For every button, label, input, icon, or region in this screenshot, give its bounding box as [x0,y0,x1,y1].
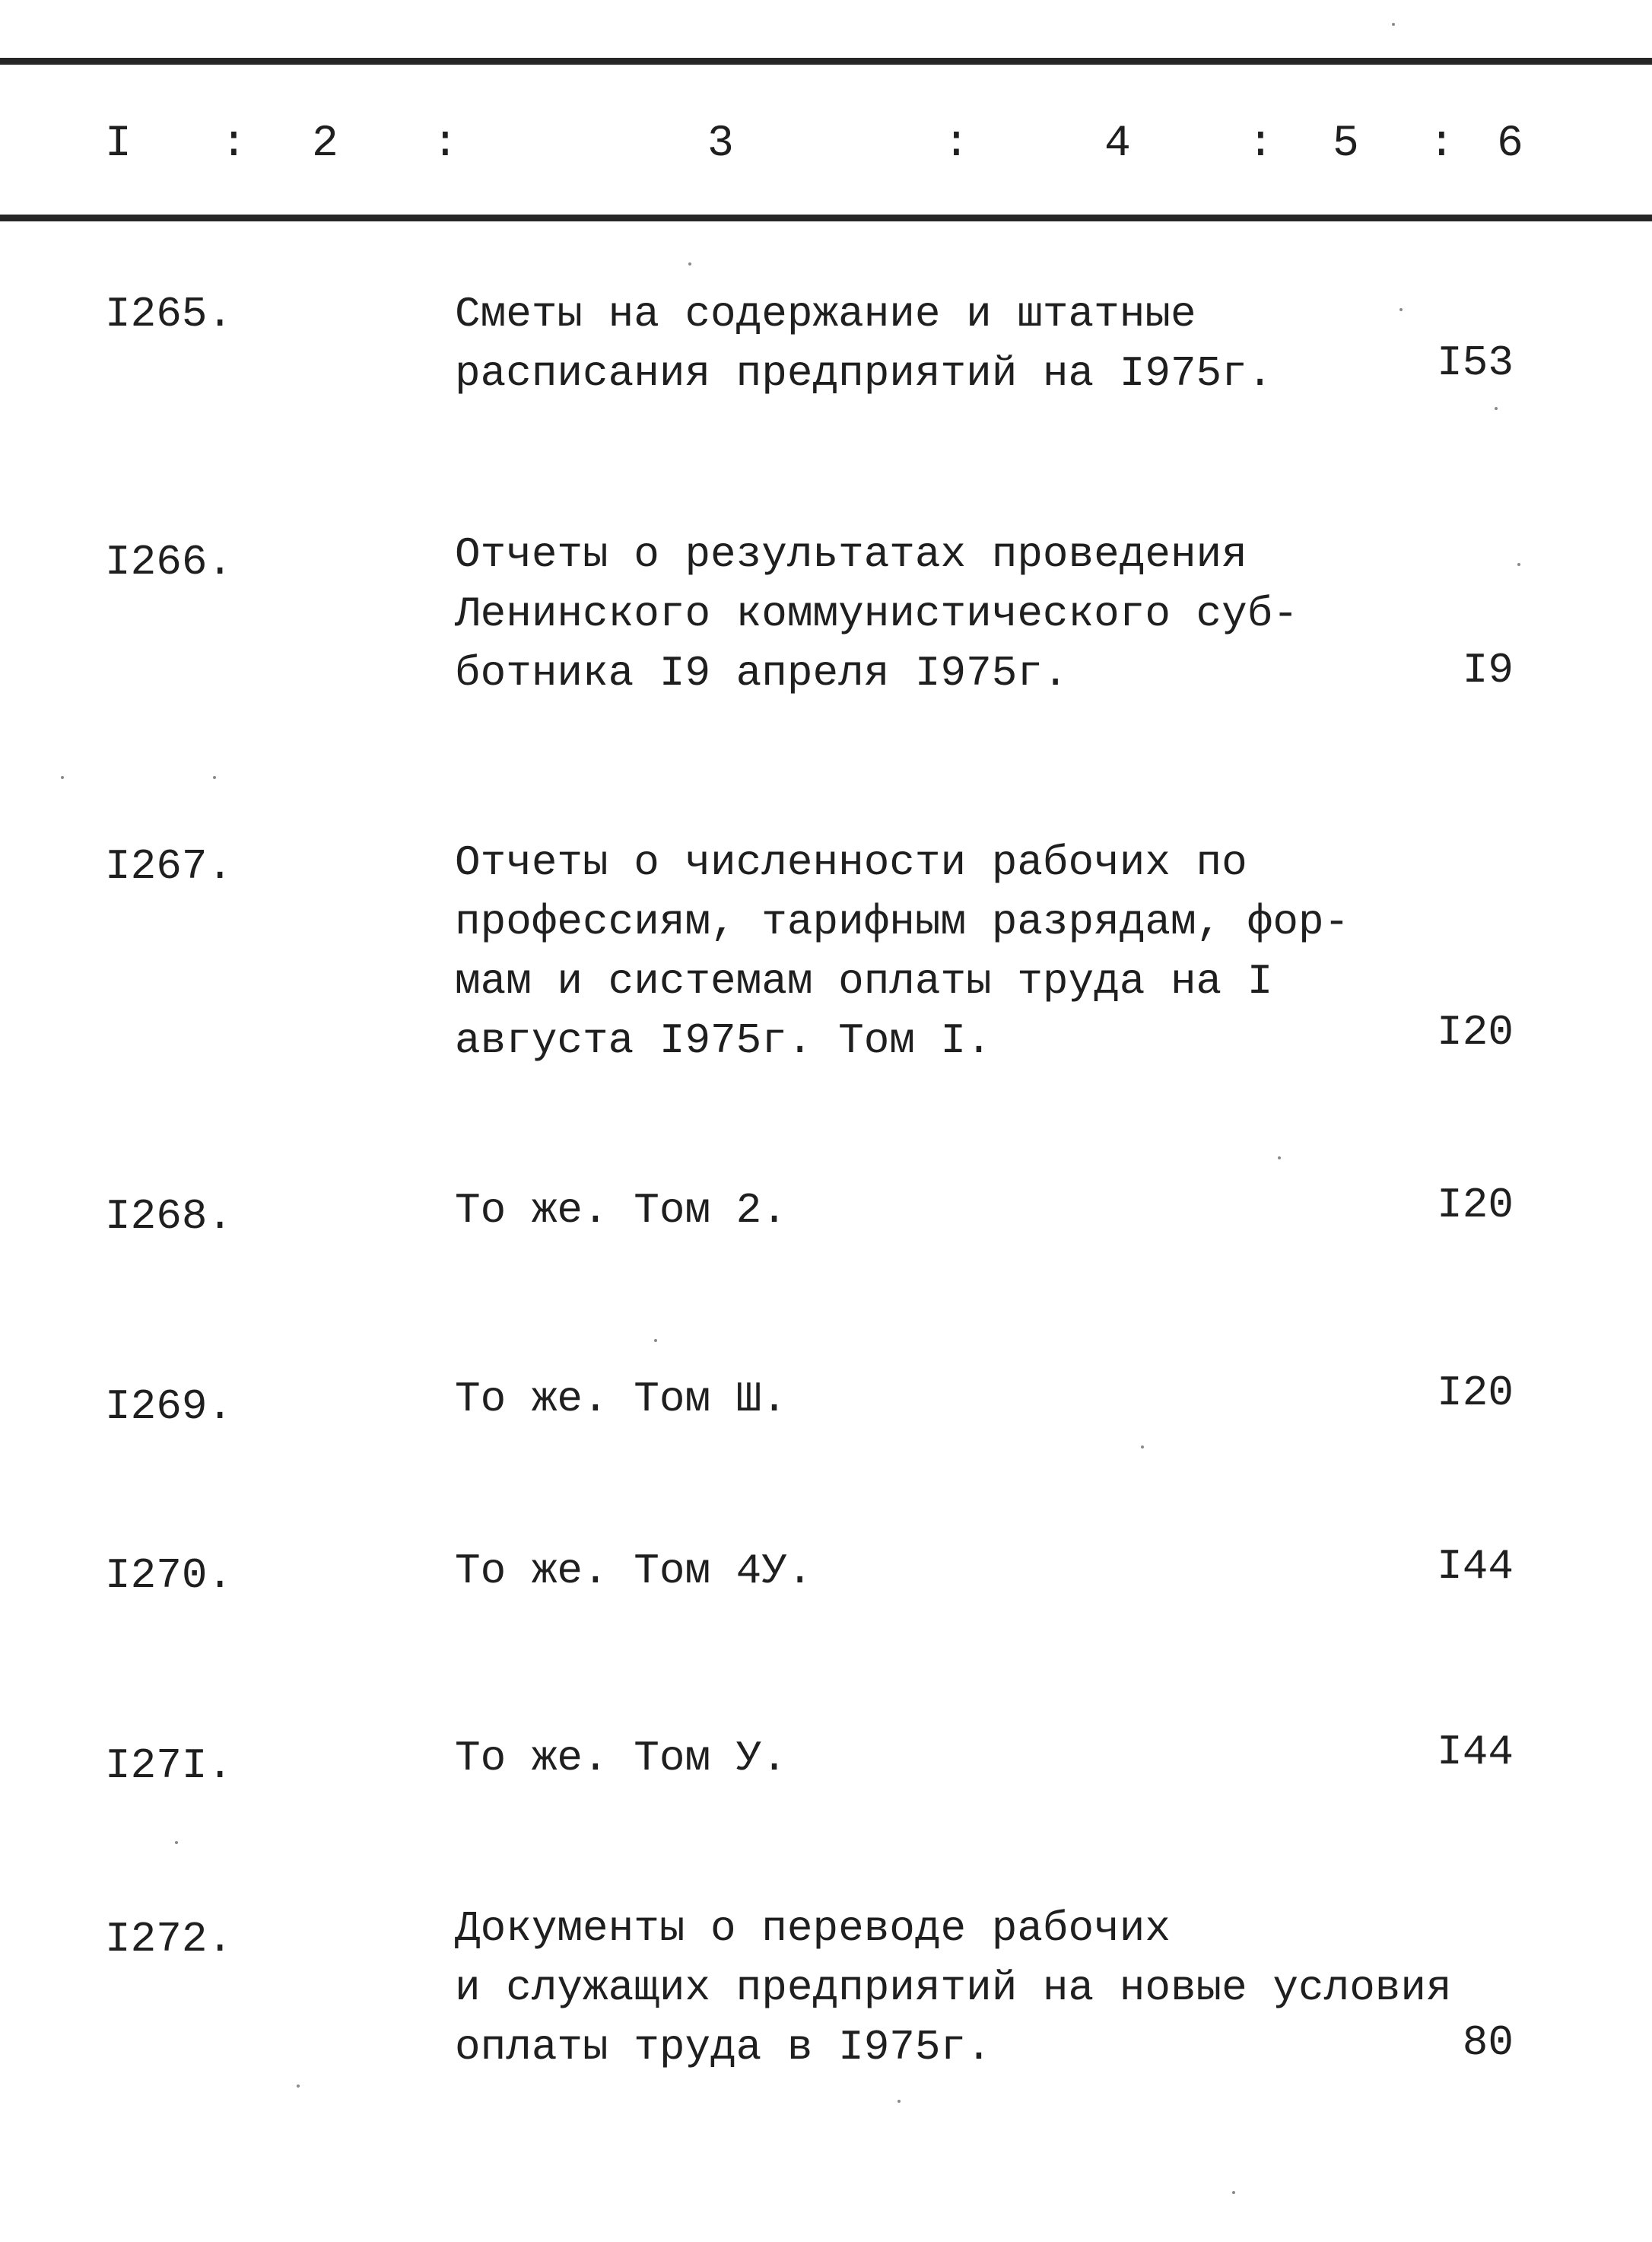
scan-speck [897,2100,901,2103]
scan-speck [1517,563,1520,566]
row-description [455,1181,1398,1240]
row-description [455,1728,1398,1788]
column-separator: : [221,119,247,169]
row-description [455,1541,1398,1601]
column-separator: : [943,119,970,169]
row-description [455,525,1398,703]
column-header-2: 2 [312,119,338,169]
row-sheet-count: I44 [1437,1542,1514,1591]
scan-speck [175,1841,178,1844]
description-line: То же. Том 4У. [455,1547,813,1595]
row-sheet-count: I20 [1437,1181,1514,1229]
scan-speck [1232,2191,1235,2194]
header-bottom-rule [0,215,1652,221]
description-line: профессиям, тарифным разрядам, фор- [455,898,1350,946]
description-line: Ленинского коммунистического суб- [455,590,1298,638]
scan-speck [213,776,216,779]
description-line: августа I975г. Том I. [455,1016,992,1065]
column-separator: : [1428,119,1455,169]
description-line: Сметы на содержание и штатные [455,290,1196,339]
description-line: расписания предприятий на I975г. [455,349,1273,398]
scan-speck [297,2085,300,2088]
description-line: Отчеты о численности рабочих по [455,838,1247,887]
column-separator: : [432,119,459,169]
description-line: оплаты труда в I975г. [455,2023,992,2072]
description-line: То же. Том 2. [455,1186,787,1235]
row-number: I267. [105,842,234,891]
row-number: I266. [105,538,234,587]
row-description [455,1899,1452,2077]
row-description [455,285,1398,403]
row-number: I269. [105,1382,234,1431]
column-header-6: 6 [1497,119,1523,169]
row-description [455,833,1398,1070]
row-number: I265. [105,290,234,339]
description-line: мам и системам оплаты труда на I [455,957,1273,1006]
column-separator: : [1247,119,1274,169]
column-header-4: 4 [1104,119,1131,169]
scan-speck [1399,308,1403,311]
row-number: I27I. [105,1741,234,1790]
row-description [455,1369,1398,1429]
row-sheet-count: I20 [1437,1008,1514,1057]
scan-speck [1392,23,1395,26]
row-sheet-count: I44 [1437,1728,1514,1776]
description-line: и служащих предприятий на новые условия [455,1964,1452,2012]
scan-speck [654,1339,657,1342]
description-line: То же. Том У. [455,1734,787,1782]
row-number: I270. [105,1551,234,1600]
scan-speck [1141,1445,1144,1449]
row-number: I268. [105,1192,234,1241]
column-header-3: 3 [707,119,734,169]
row-sheet-count: I53 [1437,339,1514,387]
description-line: ботника I9 апреля I975г. [455,649,1069,698]
header-top-rule [0,58,1652,65]
row-sheet-count: I20 [1437,1369,1514,1417]
scan-speck [1495,407,1498,410]
description-line: Отчеты о результатах проведения [455,530,1247,579]
scan-speck [61,776,64,779]
row-sheet-count: 80 [1462,2018,1514,2067]
scan-speck [1278,1156,1281,1159]
scan-speck [688,262,691,266]
row-number: I272. [105,1915,234,1964]
column-header-1: I [105,119,132,169]
description-line: Документы о переводе рабочих [455,1904,1171,1953]
column-header-5: 5 [1333,119,1359,169]
row-sheet-count: I9 [1462,646,1514,695]
description-line: То же. Том Ш. [455,1375,787,1423]
